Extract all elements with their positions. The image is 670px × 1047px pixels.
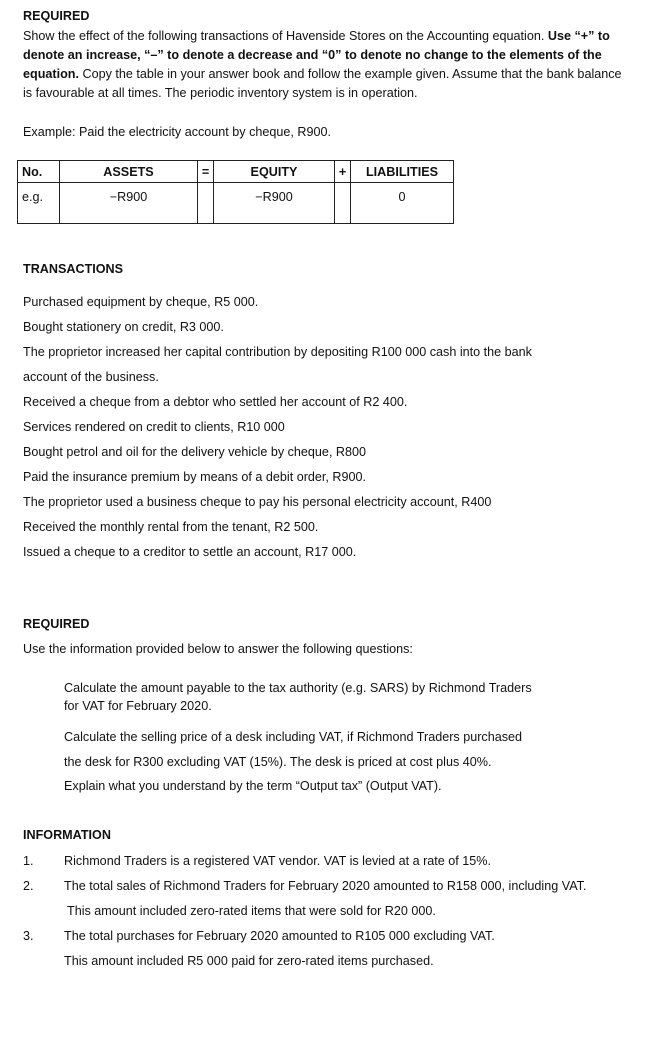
transaction-item: Received the monthly rental from the tenant, R2 500. (23, 520, 319, 534)
accounting-equation-table (17, 160, 454, 224)
information-heading: INFORMATION (23, 828, 111, 842)
transaction-item: Paid the insurance premium by means of a debit order, R900. (23, 470, 367, 484)
transaction-item: Bought petrol and oil for the delivery vehicle by cheque, R800 (23, 445, 367, 459)
info-item-2-line-1: The total sales of Richmond Traders for February 2020 amounted to R158 000, including VAT. (64, 879, 587, 893)
required-2-intro: Use the information provided below to answer the following questions: (23, 642, 413, 656)
required-line-3-text: Copy the table in your answer book and follow the example given. Assume that the bank balance (82, 67, 622, 81)
info-item-1: Richmond Traders is a registered VAT vendor. VAT is levied at a rate of 15%. (64, 854, 491, 868)
transaction-item: Received a cheque from a debtor who settled her account of R2 400. (23, 395, 408, 409)
info-number-3: 3. (23, 929, 34, 943)
transaction-item: account of the business. (23, 370, 159, 384)
required-line-1 (23, 29, 610, 43)
transaction-item: The proprietor increased her capital contribution by depositing R100 000 cash into the bank (23, 345, 532, 359)
cell-liabilities: 0 (351, 183, 454, 224)
cell-assets: −R900 (60, 183, 198, 224)
transaction-item: Purchased equipment by cheque, R5 000. (23, 295, 259, 309)
question-1-line-1: Calculate the amount payable to the tax authority (e.g. SARS) by Richmond Traders (64, 681, 532, 695)
required-line-2: denote an increase, “–” to denote a decrease and “0” to denote no change to the elements of the (23, 48, 602, 62)
transactions-heading: TRANSACTIONS (23, 262, 124, 276)
required-line-3-bold: equation. (23, 67, 79, 81)
transaction-item: Issued a cheque to a creditor to settle an account, R17 000. (23, 545, 357, 559)
header-liabilities: LIABILITIES (351, 161, 454, 183)
transaction-item: Bought stationery on credit, R3 000. (23, 320, 224, 334)
transaction-item: Services rendered on credit to clients, R10 000 (23, 420, 285, 434)
header-equals: = (198, 161, 214, 183)
required-heading: REQUIRED (23, 9, 90, 23)
info-item-3-line-2: This amount included R5 000 paid for zero-rated items purchased. (64, 954, 434, 968)
header-no: No. (18, 161, 60, 183)
cell-equity: −R900 (214, 183, 335, 224)
cell-no: e.g. (18, 183, 60, 224)
info-number-2: 2. (23, 879, 34, 893)
question-2-line-2: the desk for R300 excluding VAT (15%). The desk is priced at cost plus 40%. (64, 755, 492, 769)
header-plus: + (335, 161, 351, 183)
header-equity: EQUITY (214, 161, 335, 183)
table-header-row (18, 161, 454, 183)
required-line-1-bold: Use “+” to (547, 29, 610, 43)
required-line-4: is favourable at all times. The periodic inventory system is in operation. (23, 86, 418, 100)
required-line-3 (23, 67, 622, 81)
transaction-item: The proprietor used a business cheque to pay his personal electricity account, R400 (23, 495, 492, 509)
header-assets: ASSETS (60, 161, 198, 183)
question-1-line-2: for VAT for February 2020. (64, 699, 212, 713)
info-number-1: 1. (23, 854, 34, 868)
info-item-3-line-1: The total purchases for February 2020 amounted to R105 000 excluding VAT. (64, 929, 495, 943)
question-2-line-1: Calculate the selling price of a desk including VAT, if Richmond Traders purchased (64, 730, 523, 744)
cell-equals (198, 183, 214, 224)
question-3: Explain what you understand by the term “Output tax” (Output VAT). (64, 779, 442, 793)
table-row (18, 183, 454, 224)
cell-plus (335, 183, 351, 224)
info-item-2-line-2: This amount included zero-rated items that were sold for R20 000. (67, 904, 436, 918)
required-line-1-text: Show the effect of the following transactions of Havenside Stores on the Accounting equation. (23, 29, 545, 43)
example-line: Example: Paid the electricity account by cheque, R900. (23, 125, 332, 139)
required-2-heading: REQUIRED (23, 617, 90, 631)
